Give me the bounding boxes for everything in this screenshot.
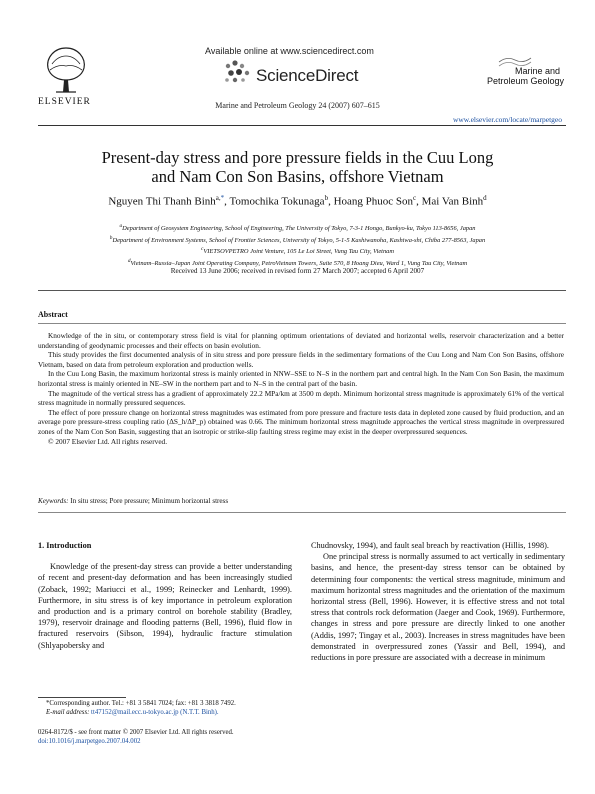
received-dates: Received 13 June 2006; received in revised form 27 March 2007; accepted 6 April 2007 [170, 267, 425, 275]
abstract-body [38, 331, 564, 446]
email-line [38, 709, 298, 718]
affiliation-a: $^a$Department of Geosystem Engineering, School of Engineering, The University of Tokyo, 7-3-1 Hongo, Bunkyo-ku, Tokyo 113-8656, Japan [119, 223, 476, 233]
section-heading: 1. Introduction [38, 541, 92, 550]
keywords [38, 497, 228, 505]
footnote-divider [38, 697, 126, 698]
author-2: , Tomochika Tokunaga [224, 195, 325, 208]
affiliation-c: $^c$VIETSOVPETRO Joint Venture, 105 Le Loi Street, Vung Tau City, Vietnam [201, 246, 394, 256]
author-1-sup: a, [215, 194, 221, 202]
doi-link[interactable]: doi:10.1016/j.marpetgeo.2007.04.002 [38, 738, 141, 745]
body-column-left [38, 540, 292, 651]
corresponding-author-note: *Corresponding author. Tel.: +81 3 5841 7024; fax: +81 3 3818 7492. [46, 700, 236, 707]
keywords-label: Keywords: [38, 497, 69, 505]
author-4: , Mai Van Binh [416, 195, 484, 208]
affiliation-b: $^b$Department of Environment Systems, School of Frontier Sciences, University of Tokyo, 5-1-5 Kashiwanoha, Kashiwa-shi, Chiba 277-8563, Japan [109, 234, 486, 244]
sciencedirect-wordmark: ScienceDirect [256, 66, 359, 85]
author-3: , Hoang Phuoc Son [328, 195, 414, 208]
issn-line: 0264-8172/$ - see front matter © 2007 Elsevier Ltd. All rights reserved. [38, 729, 234, 736]
header-divider [38, 125, 566, 126]
journal-citation: Marine and Petroleum Geology 24 (2007) 607–615 [215, 101, 380, 110]
article-title [40, 148, 555, 186]
footnote [38, 700, 298, 718]
elsevier-wordmark: ELSEVIER [38, 97, 91, 107]
author-list [30, 194, 565, 208]
body-column-right [311, 540, 565, 663]
body-paragraph: One principal stress is normally assumed to act vertically in sedimentary basins, and hence, the present-day stress tensor can be obtained by determining four components: the vertical stress magnitude, minimum and maximum horizontal stress magnitudes and the orientation of the maximum horizontal stress (Bell, 1996). However, it is effective stress and not total stress that controls rock deformation (Jaeger and Cook, 1969). Furthermore, changes in stress and pore pressure are directly linked to one another (Addis, 1997; Tingay et al., 2003). Increases in stress magnitudes have been demonstrated in overpressured zones (Yassir and Bell, 1994), and reductions in pore pressure are associated with a decrease in minimum [311, 552, 565, 663]
journal-url-link[interactable]: www.elsevier.com/locate/marpetgeo [452, 115, 562, 124]
author-4-sup: d [483, 194, 487, 202]
abstract-paragraph: This study provides the first documented analysis of in situ stress and pore pressure fields in the sedimentary formations of the Cuu Long and Nam Con Son Basins, offshore Vietnam, based on data from petroleum exploration and production wells. [38, 350, 564, 369]
sciencedirect-dots-icon [222, 58, 254, 93]
author-1: Nguyen Thi Thanh Binh [108, 195, 216, 208]
author-3-sup: c [413, 194, 417, 202]
journal-logo-title [487, 66, 565, 86]
journal-logo-line2: Petroleum Geology [487, 76, 565, 86]
email-label: E-mail address: [46, 708, 90, 716]
abstract-top-divider [38, 290, 566, 291]
journal-logo-line1: Marine and [515, 66, 561, 76]
title-line-1: Present-day stress and pore pressure fields in the Cuu Long [101, 148, 494, 167]
abstract-paragraph: Knowledge of the in situ, or contemporary stress field is vital for planning optimum orientations of deviated and horizontal wells, reservoir characterization and a better understanding of geodynamic processes and their effects on basin evolution. [38, 331, 564, 350]
abstract-paragraph: The effect of pore pressure change on horizontal stress magnitudes was estimated from pore pressure and fracture tests data in depleted zone caused by fluid production, and an average pore pressure-stress coupling ratio (ΔS_h/ΔP_p) obtained was 0.66. The minimum horizontal stress magnitude approaches the vertical stress magnitude in overpressured zones of the Nam Con Son Basin, suggesting that an isotropic or strike-slip faulting stress regime may exist in the deeper overpressured sequences. [38, 407, 564, 436]
front-matter [38, 728, 234, 746]
abstract-paragraph: In the Cuu Long Basin, the maximum horizontal stress is mainly oriented in NNW–SSE to N–S in the northern part and central high. In the Nam Con Son Basin, the maximum horizontal stress is mainly oriented in NE–SW in the northern part and to N–S in the central part of the basin. [38, 369, 564, 388]
copyright-line: © 2007 Elsevier Ltd. All rights reserved. [48, 436, 168, 446]
abstract-heading-divider [38, 323, 566, 324]
email-link[interactable]: tt47152@mail.ecc.u-tokyo.ac.jp (N.T.T. Binh). [89, 708, 219, 716]
abstract-paragraph: The magnitude of the vertical stress has a gradient of approximately 22.2 MPa/km at 3500 m depth. Minimum horizontal stress magnitude is approximately 61% of the vertical stress magnitude in normally pressured sequences. [38, 388, 564, 408]
affiliations [40, 222, 555, 269]
affiliation-d: $^d$Vietnam–Russia–Japan Joint Operating Company, PetroVietnam Towers, Suite 570, 8 Hoang Dieu, Ward 1, Vung Tau City, Vietnam [127, 258, 468, 268]
corresponding-star-link[interactable]: * [220, 194, 225, 202]
keywords-list: In situ stress; Pore pressure; Minimum horizontal stress [68, 497, 229, 505]
author-2-sup: b [324, 194, 329, 202]
abstract-heading: Abstract [38, 310, 68, 319]
title-line-2: and Nam Con Son Basins, offshore Vietnam [151, 167, 444, 186]
body-paragraph: Chudnovsky, 1994), and fault seal breach by reactivation (Hillis, 1998). [311, 541, 549, 550]
keywords-divider [38, 512, 566, 513]
available-online-text: Available online at www.sciencedirect.com [205, 46, 374, 56]
body-paragraph: Knowledge of the present-day stress can provide a better understanding of recent and present-day deformation and has been increasingly studied (Zoback, 1992; Mariucci et al., 1999; Reinecker and Lenhardt, 1999). Furthermore, in situ stress is of key importance in petroleum exploration and production and is a primary control on borehole stability (Bradley, 1979), reservoir drainage and flooding patterns (Bell, 1996), fluid flow in fractured reservoirs (Sibson, 1994), hydraulic fracture stimulation (Shlyapobersky and [38, 562, 292, 650]
